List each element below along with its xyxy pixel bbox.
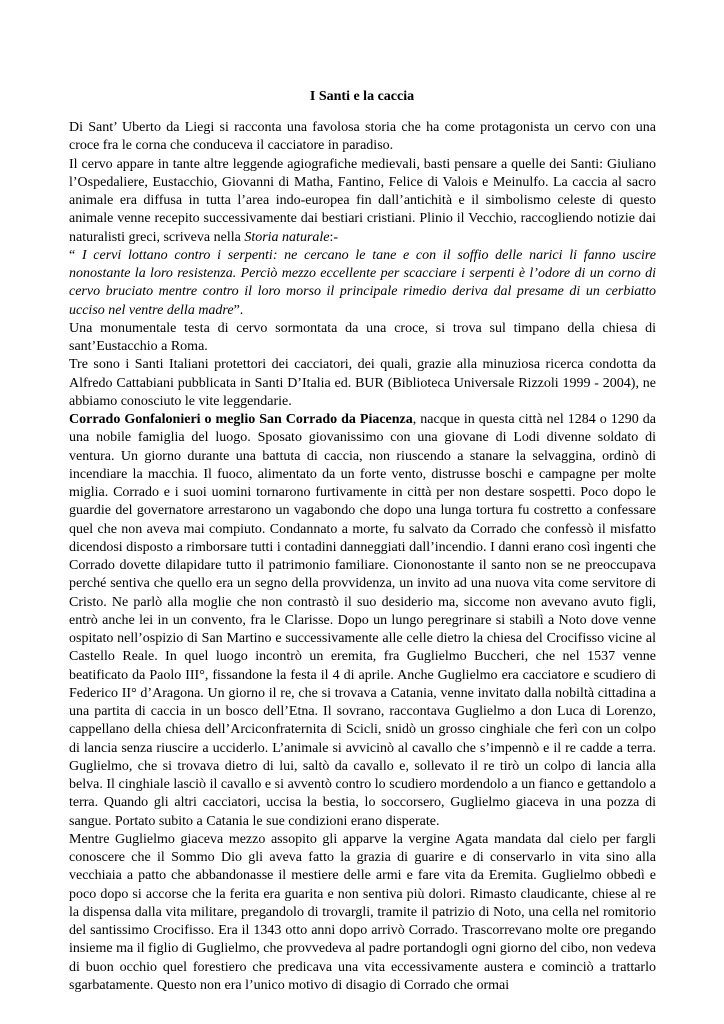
paragraph-text: , nacque in questa città nel 1284 o 1290 da una nobile famiglia del luogo. Sposato giovanissimo con una giovane di Lodi divenne soldato di ventura. Un giorno durante una battuta di caccia, non riuscendo a stanare la selvaggina, ordinò di incendiare la macchia. Il fuoco, alimentato da un forte vento, distrusse boschi e campagne per molte miglia. Corrado e i suoi uomini tornarono furtivamente in città per non destare sospetti. Poco dopo le guardie del governatore arrestarono un vagabondo che dopo una lunga tortura fu costretto a confessare quel che non aveva mai compiuto. Condannato a morte, fu salvato da Corrado che confessò il misfatto dicendosi disposto a rimborsare tutti i contadini danneggiati dall’incendio. I danni erano così ingenti che Corrado dovette dilapidare tutto il patrimonio familiare. Ciononostante il santo non se ne preoccupava perché sentiva che quello era un segno della provvidenza, un invito ad una nuova vita come servitore di Cristo. Ne parlò alla moglie che non contrastò il suo desiderio ma, siccome non avevano avuto figli, entrò anche lei in un convento, fra le Clarisse. Dopo un lungo peregrinare si stabilì a Noto dove venne ospitato nell’ospizio di San Martino e successivamente alle celle dietro la chiesa del Crocifisso vicine al Castello Reale. In quel luogo incontrò un eremita, fra Guglielmo Buccheri, che nel 1537 venne beatificato da Paolo III°, fissandone la festa il 4 di aprile. Anche Guglielmo era cacciatore e scudiero di Federico II° d’Aragona. Un giorno il re, che si trovava a Catania, venne invitato dalla nobiltà cittadina a una partita di caccia in un bosco dell’Etna. Il sovrano, raccontava Guglielmo a don Luca di Lorenzo, cappellano della chiesa dell’Arciconfraternita di Scicli, snidò un grosso cinghiale che ferì con un colpo di lancia senza riuscire a ucciderlo. L’animale si avvicinò al cavallo che s’impennò e il re cadde a terra. Guglielmo, che si trovava dietro di lui, saltò da cavallo e, sollevato il re tirò un colpo di lancia alla belva. Il cinghiale lasciò il cavallo e si avventò contro lo scudiero mordendolo a un fianco e gettandolo a terra. Quando gli altri cacciatori, uccisa la bestia, lo soccorsero, Guglielmo giaceva in una pozza di sangue. Portato subito a Catania le sue condizioni erano disperate. (69, 412, 656, 829)
paragraph-cervo-leggende (69, 156, 656, 247)
document-body (69, 119, 656, 995)
paragraph-sant-uberto: Di Sant’ Uberto da Liegi si racconta una favolosa storia che ha come protagonista un cervo con una croce fra le corna che conduceva il cacciatore in paradiso. (69, 120, 656, 154)
paragraph-santi-italiani: Tre sono i Santi Italiani protettori dei cacciatori, dei quali, grazie alla minuziosa ricerca condotta da Alfredo Cattabiani pubblicata in Santi D’Italia ed. BUR (Biblioteca Universale Rizzoli 1999 - 2004), ne abbiamo conosciuto le vite leggendarie. (69, 357, 656, 409)
quote-open-mark: “ (69, 247, 82, 263)
paragraph-guglielmo: Mentre Guglielmo giaceva mezzo assopito gli apparve la vergine Agata mandata dal cielo per fargli conoscere che il Sommo Dio gli aveva fatto la grazia di guarire e di conservarlo in vita sino alla vecchiaia a patto che abbandonasse il mestiere delle armi e fare vita da Eremita. Guglielmo obbedì e poco dopo si accorse che la ferita era guarita e non sentiva più dolori. Rimasto claudicante, chiese al re la dispensa dalla vita militare, pregandolo di trovargli, tramite il patrizio di Noto, una cella nel romitorio del santissimo Crocifisso. Era il 1343 otto anni dopo arrivò Corrado. Trascorrevano molte ore pregando insieme ma il figlio di Guglielmo, che provvedeva al padre portandogli ogni giorno del cibo, non vedeva di buon occhio quel forestiero che predicava una vita eccessivamente austera e cominciò a trattarlo sgarbatamente. Questo non era l’unico motivo di disagio di Corrado che ormai (69, 831, 656, 993)
san-corrado-heading: Corrado Gonfalonieri o meglio San Corrado da Piacenza (69, 412, 413, 427)
paragraph-text: :- (329, 229, 339, 245)
document-title: I Santi e la caccia (309, 89, 415, 104)
book-title-storia-naturale: Storia naturale (244, 229, 330, 245)
quote-text: I cervi lottano contro i serpenti: ne cercano le tane e con il soffio delle narici li fanno uscire nonostante la loro resistenza. Perciò mezzo eccellente per scacciare i serpenti è l’odore di un corno di cervo bruciato mentre contro il loro morso il principale rimedio deriva dal presame di un cerbiatto ucciso nel ventre della madre (69, 247, 657, 318)
paragraph-san-corrado (69, 411, 656, 831)
plinio-quote (69, 247, 656, 320)
paragraph-testa-cervo: Una monumentale testa di cervo sormontata da una croce, si trova sul timpano della chiesa di sant’Eustacchio a Roma. (69, 320, 656, 354)
quote-close-mark: ”. (233, 302, 244, 318)
paragraph-text: Il cervo appare in tante altre leggende agiografiche medievali, basti pensare a quelle dei Santi: Giuliano l’Ospedaliere, Eustacchio, Giovanni di Matha, Fantino, Felice di Valois e Meinulfo. La caccia al sacro animale era diffusa in tutta l’area indo-europea fin dall’antichità e il simbolismo celeste di questo animale venne recepito successivamente dai bestiari cristiani. Plinio il Vecchio, raccogliendo notizie dai naturalisti greci, scriveva nella (69, 156, 656, 245)
